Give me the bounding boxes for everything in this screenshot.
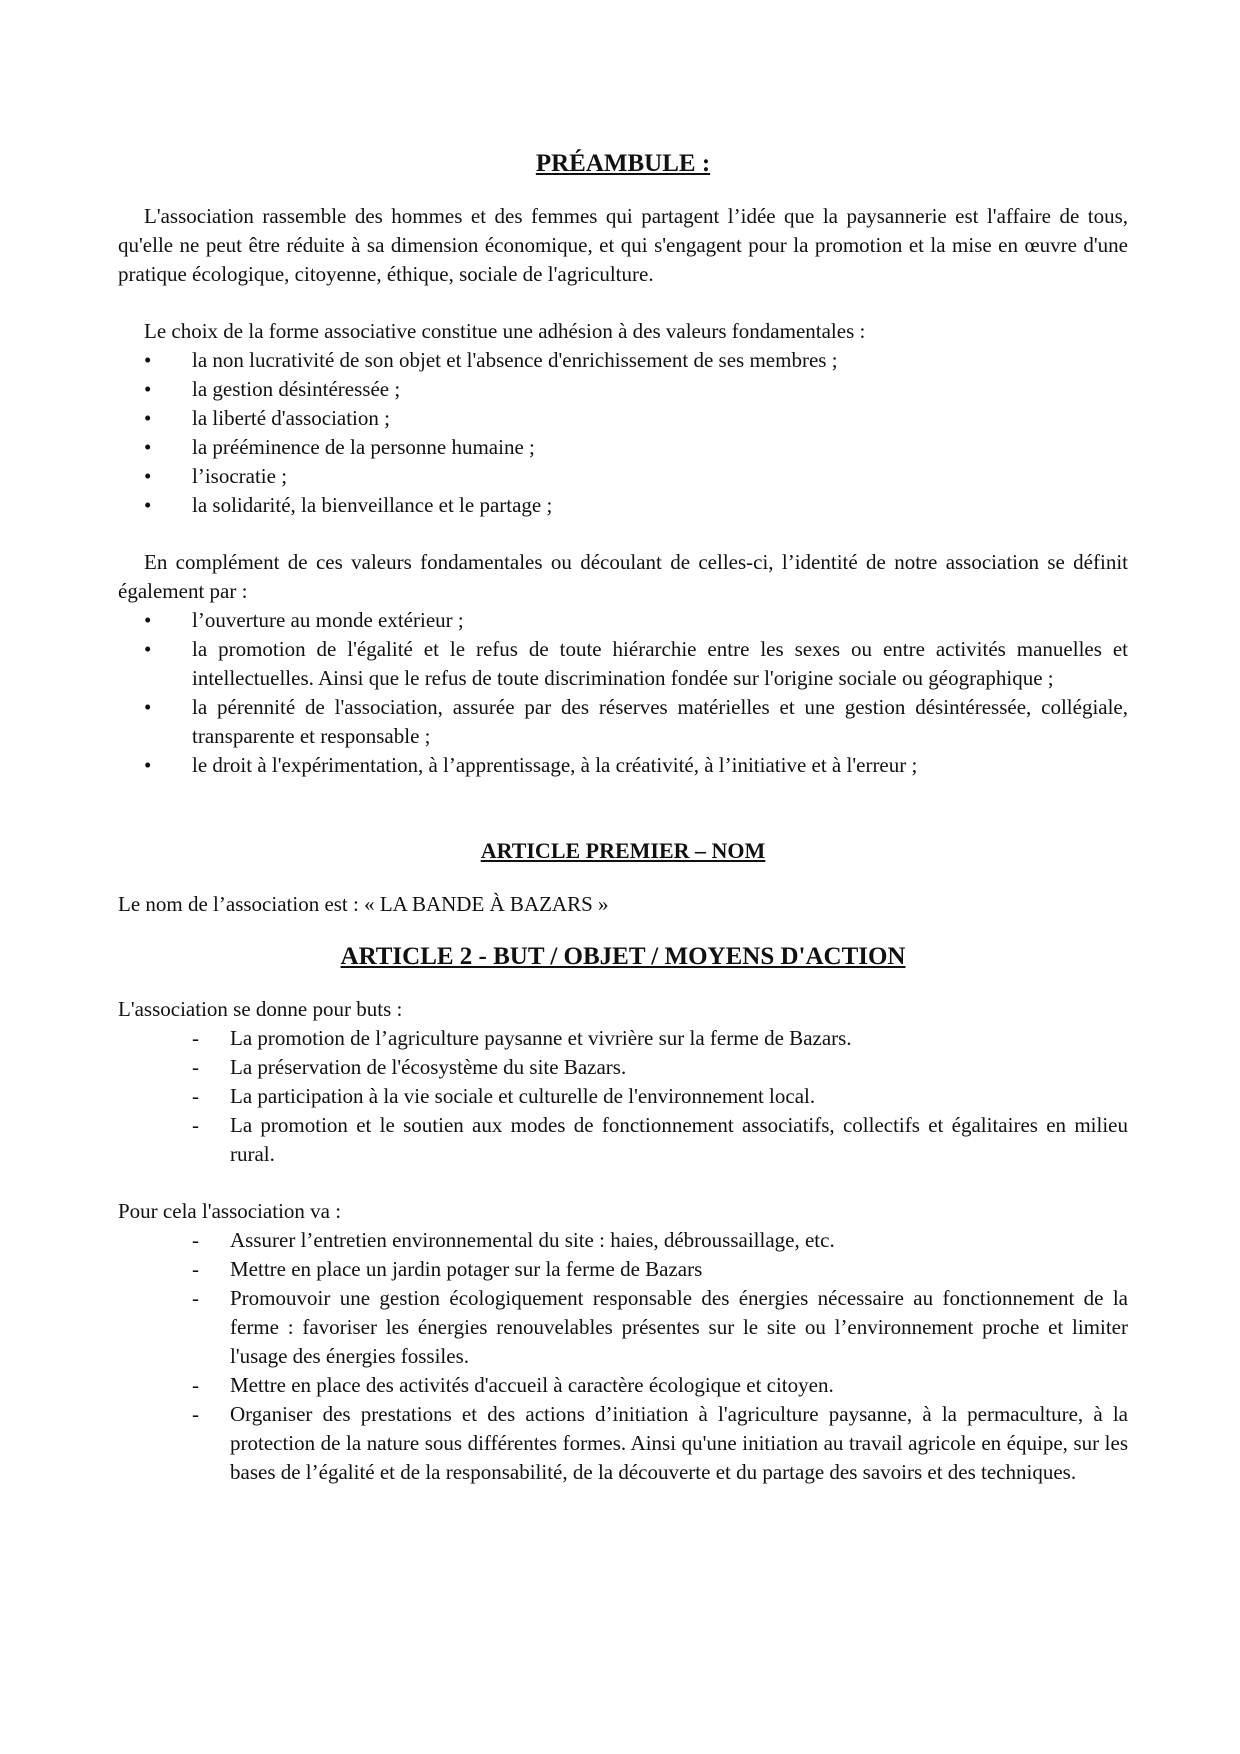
spacer: [118, 520, 1128, 548]
list-item: • le droit à l'expérimentation, à l’apprentissage, à la créativité, à l’initiative et à l'erreur ;: [118, 751, 1128, 780]
dash-icon: -: [192, 1055, 199, 1079]
article1-title: ARTICLE PREMIER – NOM: [480, 838, 766, 863]
article2-title: ARTICLE 2 - BUT / OBJET / MOYENS D'ACTION: [340, 943, 906, 970]
bullet-icon: •: [144, 406, 152, 430]
dash-icon: -: [192, 1373, 199, 1397]
list-item: • la solidarité, la bienveillance et le partage ;: [118, 491, 1128, 520]
dash-icon: -: [192, 1286, 199, 1310]
bullet-icon: •: [144, 435, 152, 459]
list-item: • la non lucrativité de son objet et l'absence d'enrichissement de ses membres ;: [118, 346, 1128, 375]
list-item: - Mettre en place des activités d'accueil à caractère écologique et citoyen.: [118, 1371, 1128, 1400]
dash-icon: -: [192, 1084, 199, 1108]
identity-intro: En complément de ces valeurs fondamentales ou découlant de celles-ci, l’identité de notre association se définit également par :: [118, 550, 1128, 603]
dash-icon: -: [192, 1257, 199, 1281]
preambule-intro: L'association rassemble des hommes et des femmes qui partagent l’idée que la paysannerie est l'affaire de tous, qu'elle ne peut être réduite à sa dimension économique, et qui s'engagent pour la promotion et la mise en œuvre d'une pratique écologique, citoyenne, éthique, sociale de l'agriculture.: [118, 204, 1128, 286]
goals-intro: L'association se donne pour buts :: [118, 997, 403, 1021]
bullet-icon: •: [144, 637, 152, 661]
identity-list: [118, 606, 1128, 780]
dash-icon: -: [192, 1228, 199, 1252]
bullet-icon: •: [144, 493, 152, 517]
article1-text: Le nom de l’association est : « LA BANDE À BAZARS »: [118, 892, 609, 916]
spacer: [118, 1169, 1128, 1197]
list-item: • la prééminence de la personne humaine ;: [118, 433, 1128, 462]
goals-list: [118, 1024, 1128, 1169]
list-item: • la liberté d'association ;: [118, 404, 1128, 433]
list-item: - La participation à la vie sociale et culturelle de l'environnement local.: [118, 1082, 1128, 1111]
list-item: • l’isocratie ;: [118, 462, 1128, 491]
list-item: - La préservation de l'écosystème du site Bazars.: [118, 1053, 1128, 1082]
actions-list: [118, 1226, 1128, 1487]
preambule-title: PRÉAMBULE :: [535, 150, 711, 177]
bullet-icon: •: [144, 348, 152, 372]
values-list: [118, 346, 1128, 520]
bullet-icon: •: [144, 377, 152, 401]
list-item: - La promotion et le soutien aux modes de fonctionnement associatifs, collectifs et égalitaires en milieu rural.: [192, 1113, 1128, 1166]
values-intro: Le choix de la forme associative constitue une adhésion à des valeurs fondamentales :: [144, 319, 866, 343]
dash-icon: -: [192, 1113, 199, 1137]
bullet-icon: •: [144, 753, 152, 777]
list-item: - Organiser des prestations et des actions d’initiation à l'agriculture paysanne, à la permaculture, à la protection de la nature sous différentes formes. Ainsi qu'une initiation au travail agricole en équipe, sur les bases de l’égalité et de la responsabilité, de la découverte et du partage des savoirs et des techniques.: [192, 1402, 1128, 1484]
list-item: • la pérennité de l'association, assurée par des réserves matérielles et une gestion désintéressée, collégiale, transparente et responsable ;: [144, 695, 1128, 748]
dash-icon: -: [192, 1026, 199, 1050]
list-item: - Mettre en place un jardin potager sur la ferme de Bazars: [118, 1255, 1128, 1284]
list-item: • l’ouverture au monde extérieur ;: [118, 606, 1128, 635]
list-item: - La promotion de l’agriculture paysanne et vivrière sur la ferme de Bazars.: [118, 1024, 1128, 1053]
bullet-icon: •: [144, 608, 152, 632]
list-item: • la gestion désintéressée ;: [118, 375, 1128, 404]
actions-intro: Pour cela l'association va :: [118, 1199, 342, 1223]
spacer: [118, 289, 1128, 317]
list-item: • la promotion de l'égalité et le refus de toute hiérarchie entre les sexes ou entre activités manuelles et intellectuelles. Ainsi que le refus de toute discrimination fondée sur l'origine sociale ou géographique ;: [144, 637, 1128, 690]
list-item: - Assurer l’entretien environnemental du site : haies, débroussaillage, etc.: [118, 1226, 1128, 1255]
list-item: - Promouvoir une gestion écologiquement responsable des énergies nécessaire au fonctionnement de la ferme : favoriser les énergies renouvelables présentes sur le site ou l’environnement proche et limiter l'usage des énergies fossiles.: [192, 1286, 1128, 1368]
bullet-icon: •: [144, 464, 152, 488]
bullet-icon: •: [144, 695, 152, 719]
dash-icon: -: [192, 1402, 199, 1426]
